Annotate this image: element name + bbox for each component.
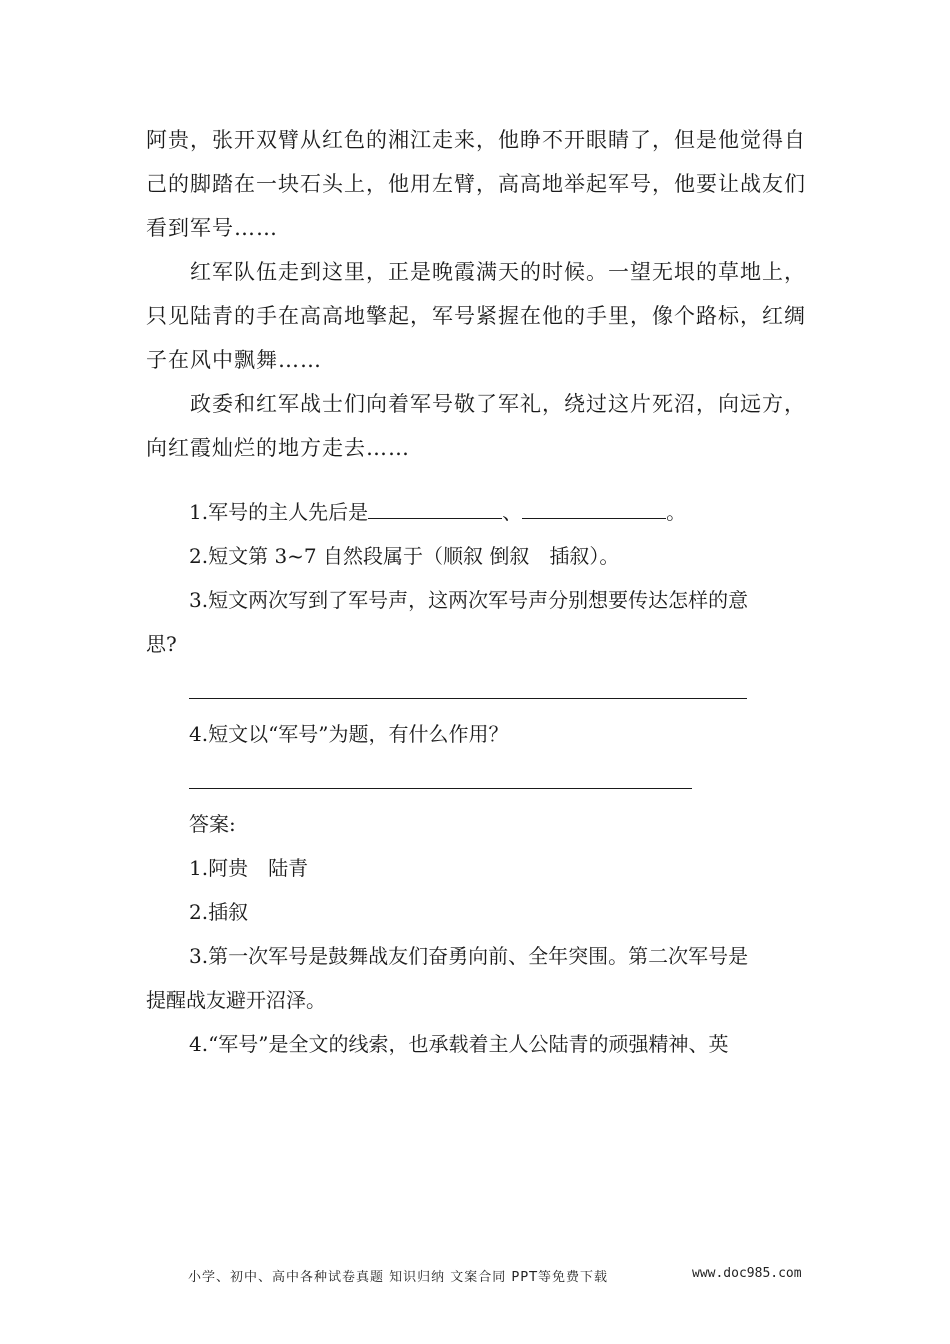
question-4 [146,712,806,756]
answer-1 [146,846,806,890]
answers-heading-text: 答案: [189,812,236,836]
question-1-separator: 、 [502,500,523,524]
passage-paragraph-1: 阿贵，张开双臂从红色的湘江走来，他睁不开眼睛了，但是他觉得自己的脚踏在一块石头上，他用左臂，高高地举起军号，他要让战友们看到军号…… [146,128,806,240]
answer-3 [146,934,806,1022]
answer-blank-2[interactable] [522,496,666,519]
footer-website-link[interactable]: www.doc985.com [692,1266,802,1281]
answers-heading [146,802,806,846]
question-1-text: 1.军号的主人先后是 [189,500,369,524]
question-4-text: 4.短文以“军号”为题，有什么作用？ [189,722,509,746]
answer-4-text: 4.“军号”是全文的线索，也承载着主人公陆青的顽强精神、英 [189,1032,729,1056]
answer-2-text: 2.插叙 [189,900,249,924]
answer-blank-1[interactable] [368,496,502,519]
passage-paragraph-2: 红军队伍走到这里，正是晚霞满天的时候。一望无垠的草地上，只见陆青的手在高高地擎起，军号紧握在他的手里，像个路标，红绸子在风中飘舞…… [146,260,806,372]
answer-2 [146,890,806,934]
footer-promo-text: 小学、初中、高中各种试卷真题 知识归纳 文案合同 PPT等免费下载 [188,1270,609,1285]
question-2-text: 2.短文第 3~7 自然段属于（顺叙 倒叙 插叙）。 [189,544,620,568]
answer-line-3[interactable] [189,698,747,699]
answer-3-line-2: 提醒战友避开沼泽。 [146,988,326,1012]
answer-line-4[interactable] [189,788,692,789]
question-2 [146,534,806,578]
question-1 [146,490,806,534]
question-1-end: 。 [666,500,687,524]
answer-4 [146,1022,806,1066]
question-3-line-2: 思? [146,632,177,656]
question-3 [146,578,806,666]
question-3-line-1: 3.短文两次写到了军号声，这两次军号声分别想要传达怎样的意 [189,588,749,612]
answer-3-line-1: 3.第一次军号是鼓舞战友们奋勇向前、全年突围。第二次军号是 [189,944,749,968]
answer-1-text: 1.阿贵 陆青 [189,856,309,880]
passage-paragraph-3: 政委和红军战士们向着军号敬了军礼，绕过这片死沼，向远方，向红霞灿烂的地方走去…… [146,392,806,460]
